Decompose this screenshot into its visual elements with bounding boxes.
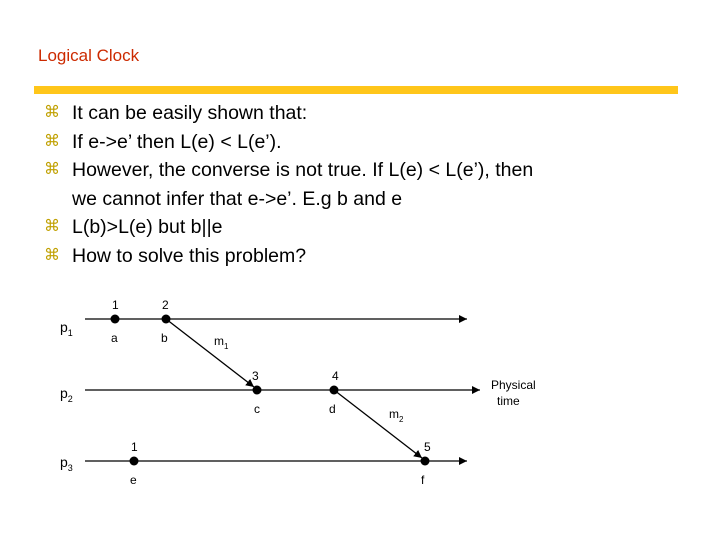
event-clock-d: 4 — [332, 369, 339, 383]
message-arrow-m2 — [334, 390, 422, 458]
command-key-icon: ⌘ — [44, 132, 60, 150]
event-dot-b — [162, 315, 171, 324]
event-clock-b: 2 — [162, 298, 169, 312]
bullet-line: If e->e’ then L(e) < L(e’). — [72, 130, 282, 153]
physical-time-label-line1: Physical — [491, 378, 536, 392]
bullet-line: L(b)>L(e) but b||e — [72, 216, 223, 239]
event-label-d: d — [329, 402, 336, 416]
command-key-icon: ⌘ — [44, 104, 60, 121]
message-label-m2: $m_2$ — [389, 407, 404, 424]
process-label-p2: $p_2$ — [60, 385, 73, 404]
message-arrow-m1 — [166, 319, 254, 387]
event-dot-c — [253, 386, 262, 395]
event-label-e: e — [130, 473, 137, 487]
process-label-p1: $p_1$ — [60, 319, 73, 338]
event-label-a: a — [111, 331, 118, 345]
bullet-line: How to solve this problem? — [72, 244, 307, 267]
command-key-icon: ⌘ — [44, 161, 60, 179]
command-key-icon: ⌘ — [44, 246, 60, 264]
event-clock-e: 1 — [131, 440, 138, 454]
event-dot-d — [330, 386, 339, 395]
event-label-c: c — [254, 402, 260, 416]
event-clock-c: 3 — [252, 369, 259, 383]
event-dot-e — [130, 457, 139, 466]
message-label-m1: $m_1$ — [214, 334, 229, 351]
bullet-line: It can be easily shown that: — [72, 102, 308, 124]
command-key-icon: ⌘ — [44, 218, 60, 236]
event-label-f: f — [421, 473, 425, 487]
event-dot-a — [111, 315, 120, 324]
process-label-p3: $p_3$ — [60, 454, 73, 473]
event-dot-f — [421, 457, 430, 466]
bullet-line: However, the converse is not true. If L(e) < L(e’), then — [72, 159, 534, 182]
bullet-line: we cannot infer that e->e’. E.g b and e — [72, 187, 403, 210]
physical-time-label-line2: time — [497, 394, 520, 408]
event-label-b: b — [161, 331, 168, 345]
event-clock-f: 5 — [424, 440, 431, 454]
slide-title: Logical Clock — [38, 46, 140, 65]
event-clock-a: 1 — [112, 298, 119, 312]
